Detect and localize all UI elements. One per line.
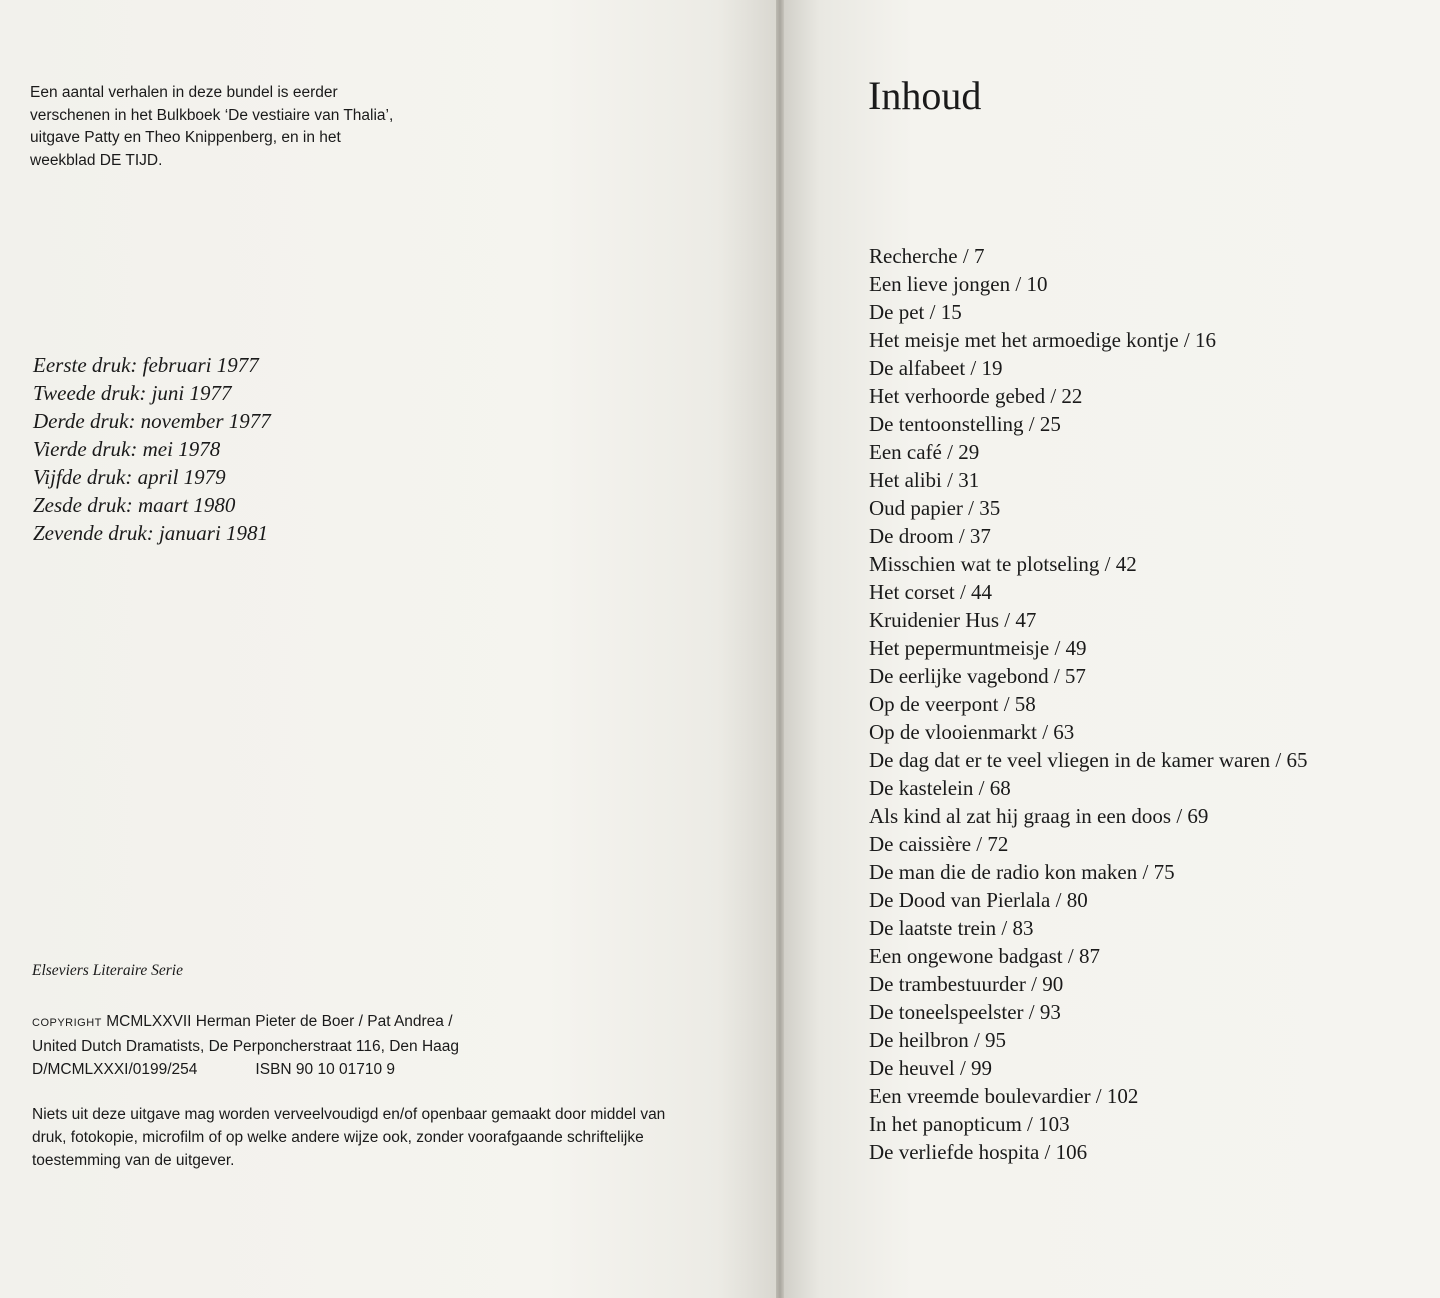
toc-entry: De dag dat er te veel vliegen in de kamer waren / 65 [869,748,1308,772]
toc-entry: Het verhoorde gebed / 22 [869,384,1083,408]
toc-entry: De kastelein / 68 [869,776,1011,800]
edition-item: Derde druk: november 1977 [33,409,271,433]
toc-entry: Een ongewone badgast / 87 [869,944,1100,968]
series-name: Elseviers Literaire Serie [32,962,183,979]
isbn: ISBN 90 10 01710 9 [255,1061,396,1078]
toc-entry: Op de vlooienmarkt / 63 [869,720,1075,744]
toc-entry: De Dood van Pierlala / 80 [869,888,1088,912]
toc-entry: Kruidenier Hus / 47 [869,608,1037,632]
toc-entry: De alfabeet / 19 [869,356,1003,380]
toc-entry: De pet / 15 [869,300,962,324]
toc-entry: Het corset / 44 [869,580,993,604]
edition-list [33,351,271,547]
toc-entry: De heuvel / 99 [869,1056,993,1080]
copyright-label: COPYRIGHT [32,1017,102,1029]
edition-item: Zevende druk: januari 1981 [33,521,269,545]
toc-entry: De laatste trein / 83 [869,916,1034,940]
rights-notice: Niets uit deze uitgave mag worden verveelvoudigd en/of openbaar gemaakt door middel van druk, fotokopie, microfilm of op welke andere wijze ook, zonder voorafgaande schriftelijke toestemming van de uitgever. [32,1106,666,1169]
edition-item: Vierde druk: mei 1978 [33,437,221,461]
toc-entry: Een lieve jongen / 10 [869,272,1048,296]
intro-note: Een aantal verhalen in deze bundel is eerder verschenen in het Bulkboek ‘De vestiaire van Thalia’, uitgave Patty en Theo Knippenberg, en in het weekblad DE TIJD. [30,84,394,169]
edition-item: Tweede druk: juni 1977 [33,381,232,405]
toc-entry: In het panopticum / 103 [869,1112,1070,1136]
table-of-contents [869,242,1307,1166]
toc-entry: Het pepermuntmeisje / 49 [869,636,1087,660]
toc-entry: De man die de radio kon maken / 75 [869,860,1175,884]
toc-entry: Misschien wat te plotseling / 42 [869,552,1137,576]
toc-entry: Een café / 29 [869,440,980,464]
depot-number: D/MCMLXXXI/0199/254 [32,1061,198,1078]
toc-entry: De trambestuurder / 90 [869,972,1064,996]
edition-item: Vijfde druk: april 1979 [33,465,226,489]
toc-entry: Een vreemde boulevardier / 102 [869,1084,1139,1108]
toc-entry: De toneelspeelster / 93 [869,1000,1061,1024]
toc-entry: De eerlijke vagebond / 57 [869,664,1086,688]
toc-entry: Het alibi / 31 [869,468,980,492]
book-gutter [776,0,784,1298]
edition-item: Eerste druk: februari 1977 [33,353,259,377]
toc-entry: Oud papier / 35 [869,496,1001,520]
toc-entry: De droom / 37 [869,524,991,548]
toc-entry: Recherche / 7 [869,244,985,268]
copyright-line-2: United Dutch Dramatists, De Perponcherstraat 116, Den Haag [32,1038,460,1055]
copyright-line-1: MCMLXXVII Herman Pieter de Boer / Pat Andrea / [106,1013,453,1030]
toc-entry: De verliefde hospita / 106 [869,1140,1088,1164]
edition-item: Zesde druk: maart 1980 [33,493,236,517]
toc-title: Inhoud [868,73,982,118]
toc-entry: De tentoonstelling / 25 [869,412,1061,436]
toc-entry: Op de veerpont / 58 [869,692,1036,716]
toc-entry: Het meisje met het armoedige kontje / 16 [869,328,1216,352]
toc-entry: De caissière / 72 [869,832,1009,856]
copyright-block [32,1010,459,1081]
toc-entry: De heilbron / 95 [869,1028,1007,1052]
toc-entry: Als kind al zat hij graag in een doos / 69 [869,804,1209,828]
